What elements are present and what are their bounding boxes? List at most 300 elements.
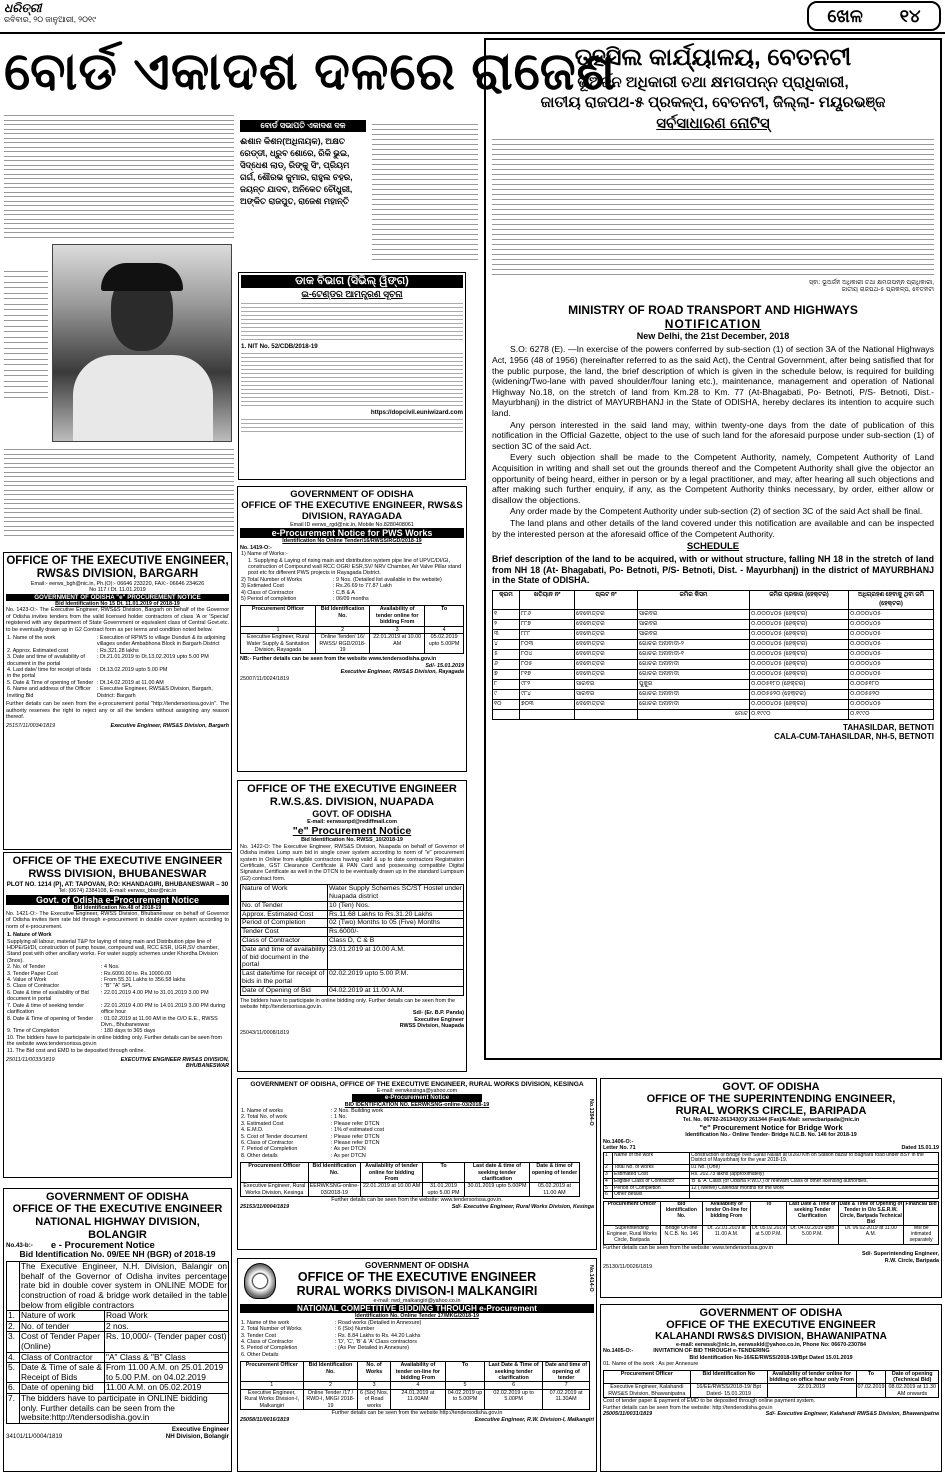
table-cell: Rs. 202.73 lakhs (approximately) — [690, 1172, 939, 1179]
bhubaneswar-phone: Tel: (0674) 2384108, E-mail: eerwss_bbsr@nic.in — [58, 888, 177, 895]
table-cell: 6 — [604, 1192, 613, 1199]
table-cell: Bid Identification No. — [303, 1362, 358, 1382]
table-cell: 02.02.2019 up to 5.00PM — [485, 1389, 543, 1409]
table-cell: : 1 No. — [331, 1114, 347, 1121]
table-row — [241, 919, 464, 928]
table-cell: ଗୋଚର ଅନାବାଦୀ-୨ — [638, 639, 750, 649]
bolangir-sign2: NH Division, Bolangir — [165, 1432, 229, 1440]
table-cell: Name of the work — [613, 1152, 690, 1165]
table-cell: Bridge On-line N.C.B. No. 146 — [660, 1226, 702, 1244]
table-cell: Dt. 05.02.2019 at 5.00 P.M. — [751, 1226, 787, 1244]
kalahandi-item1: 01. Name of the work : As per Annexure — [603, 1361, 699, 1368]
table-cell: ୮୦୫ — [520, 659, 575, 669]
table-cell: : Rs.26.69 to 77.87 Lakh — [333, 583, 392, 590]
table-cell: ୦.୦୦୦୪୦୫ (ହେକ୍ଟର) — [750, 669, 849, 679]
table-cell: ଦେବୋତ୍ତର — [575, 639, 638, 649]
table-row — [493, 590, 934, 609]
table-cell: 5) Period of completion — [241, 596, 297, 603]
dak-vibhag-notice: ଡାକ ବିଭାଗ (ସିଭିଲ୍ ୱିଙ୍ଗ) ଇ-ଟେଣ୍ଡର ଆମନ୍ତ୍ରଣ ସୂଚନା 1. NIT No. 52/CDB/2018-19 https://dopcivil.euniwizard.com — [238, 272, 466, 480]
col-khatiyan: ଖତିୟାନ ନଂ — [520, 590, 575, 609]
table-cell: Financial Bid — [904, 1202, 939, 1226]
bolangir-notice — [3, 1188, 232, 1472]
odisha-emblem-icon — [244, 1263, 276, 1299]
table-cell: : Please refer DTCN — [331, 1120, 380, 1127]
table-cell: Availability of tender online for bidding From — [370, 606, 425, 626]
table-cell: ୮୦୩ — [520, 639, 575, 649]
table-cell: Dt. 22.01.2019 at 11.00 A.M. — [702, 1226, 750, 1244]
table-cell: ୦.୦୦୦୪୦୫ (ହେକ୍ଟର) — [750, 649, 849, 659]
table-cell: ସାରବର — [575, 679, 638, 689]
table-cell: To — [425, 606, 464, 626]
table-cell: The bidders have to participate in ONLINE bidding only. Further details can be seen from the website:http://tendersodisha.gov.in — [20, 1393, 229, 1423]
table-cell: ୦.୦୦୦୪୦୫ (ହେକ୍ଟର) — [750, 699, 849, 709]
table-row — [241, 626, 464, 633]
table-row — [241, 937, 464, 946]
malkangiri-notice — [237, 1258, 597, 1472]
table-cell: Dt. 04.02.2019 upto 5.00 P.M. — [787, 1226, 838, 1244]
table-cell: : Road works (Detailed in Annexure) — [335, 1319, 422, 1326]
table-cell: Eligible Class of Contractor — [613, 1178, 690, 1185]
table-cell: Rs.11.68 Lakhs to Rs.31.20 Lakhs — [328, 910, 464, 919]
col-plot: ପ୍ଲଟ ନଂ — [575, 590, 638, 609]
table-cell: 7. Period of Completion — [241, 1146, 298, 1153]
table-cell: ୦.୦୦୦୪୦୫ — [849, 699, 934, 709]
baripada-letter: Letter No. 71 — [603, 1145, 636, 1152]
table-cell: 16/EE/RWSS/2018-19/ Bpt Dated- 15.01.2019 — [690, 1384, 767, 1398]
table-cell: 24.01.2019 at 11.00AM — [390, 1389, 445, 1409]
table-cell: : "B" "A" SPL — [101, 983, 133, 990]
table-cell: 2. — [7, 1321, 20, 1332]
table-cell: 1 — [241, 1382, 304, 1389]
table-row — [7, 1383, 229, 1394]
table-cell: Dt. 06.02.2019 at 11.00 A.M. — [838, 1226, 904, 1244]
table-cell: 22.01.2019 — [767, 1384, 856, 1398]
table-cell: Date of opening (Technical Bid) — [886, 1370, 939, 1384]
table-cell: : Please refer DTCN — [331, 1140, 380, 1147]
table-cell: : As per DTCN — [331, 1146, 366, 1153]
table-cell: : Dt.14.02.2019 at 11.00 AM — [97, 679, 164, 686]
table-cell: 4 — [604, 1178, 613, 1185]
kalahandi-title1: OFFICE OF THE EXECUTIVE ENGINEER — [666, 1319, 876, 1331]
malkangiri-gov: GOVERNMENT OF ODISHA — [364, 1261, 469, 1270]
bolangir-notice-label: e - Procurement Notice — [50, 1240, 155, 1251]
table-cell: 2 — [604, 1165, 613, 1172]
table-cell: ୮୧୭ — [520, 669, 575, 679]
table-cell: ୩ — [493, 629, 520, 639]
table-cell: Online Tender /17 / RWD-I, MKG/ 2018-19 — [303, 1389, 358, 1409]
rayagada-email: Email ID eerws_rgd@nic.in, Mobile No.8280408061 — [290, 522, 414, 528]
baripada-idline: Identification No.- Online Tender- Bridge N.C.B. No. 146 for 2018-19 — [685, 1132, 857, 1139]
table-cell: ୦.୦୦୦୪୦୫ (ହେକ୍ଟର) — [750, 629, 849, 639]
table-cell: Date and time of availability of bid document in the portal — [241, 945, 328, 969]
table-cell: 6 — [485, 1382, 543, 1389]
list-item — [6, 635, 229, 648]
table-cell: Class D, C & B — [328, 937, 464, 946]
table-row — [241, 885, 464, 902]
table-row — [604, 1370, 939, 1384]
table-cell: Last Date & Time of seeking tender clarification — [485, 1362, 543, 1382]
table-cell: "A" Class & "B" Class — [105, 1352, 229, 1363]
table-total-row — [493, 709, 934, 719]
table-row — [604, 1202, 939, 1226]
kalahandi-foot2: Further details can be seen from the website: http://tenderodisha.gov.in — [603, 1404, 773, 1411]
land-schedule-table — [492, 590, 934, 720]
table-row — [7, 1363, 229, 1383]
table-cell: ଦେବୋତ୍ତର — [575, 659, 638, 669]
table-cell: 4. Value of Work — [7, 977, 47, 984]
masthead — [0, 0, 945, 32]
table-cell: Availability of tender On-line for bidding From — [702, 1202, 750, 1226]
bargarh-foot: Further details can be seen from the e-procurement portal "http://tendersorissa.gov.in". The authority reserves the right to reject any or all the tenders without assigning any reason thereof. — [6, 701, 229, 720]
table-cell: Other details — [613, 1192, 690, 1199]
tahasil-signature2: ଜାତୀୟ ରାଜପଥ-୫ ପ୍ରକଳ୍ପ, ବେତନଟୀ — [841, 286, 934, 294]
table-cell: No. of Works — [358, 1362, 390, 1382]
kalahandi-title2: KALAHANDI RWS&S DIVISION, BHAWANIPATNA — [655, 1331, 887, 1342]
baripada-sign2: R.W. Circle, Baripada — [884, 1257, 939, 1264]
table-row — [604, 1185, 939, 1192]
table-cell: 6 (Six) Nos. of Road works — [358, 1389, 390, 1409]
table-row — [241, 986, 464, 995]
table-row — [7, 1393, 229, 1423]
table-cell: 6. — [7, 1383, 20, 1394]
player-photo — [52, 244, 232, 442]
malkangiri-title2: RURAL WORKS DIVISON-I MALKANGIRI — [296, 1284, 538, 1298]
table-cell: ୮୮୮ — [520, 629, 575, 639]
kalahandi-no: No.1405-O:- — [603, 1348, 634, 1355]
table-row — [241, 901, 464, 910]
ministry-notification: NOTIFICATION — [664, 317, 762, 332]
schedule-heading: SCHEDULE — [686, 541, 740, 553]
table-cell: 5. — [7, 1363, 20, 1383]
table-cell: 6. Date & time of availability of Bid document in portal — [7, 989, 89, 1003]
tahasil-signature1: ସ୍ବା: ଭୂଅର୍ଜନ ଅଧିକାରୀ ତଥା କ୍ଷମତାପନ୍ନ ପ୍ରାଧିକାରୀ, — [809, 279, 934, 286]
table-cell: ଦେବୋତ୍ତର — [575, 619, 638, 629]
table-cell: : Rs. 8.84 Lakhs to Rs. 44.20 Lakhs — [335, 1332, 421, 1339]
tahasil-notice — [484, 38, 942, 1060]
table-cell: ୦.୦୦୦୪୦୫ — [849, 669, 934, 679]
table-cell: ମୋଟ — [638, 709, 750, 719]
table-cell: Executive Engineer, Kalahandi RWS&S Division, Bhawanipatna — [604, 1384, 691, 1398]
table-cell: ୦.୦୦୦୪୦୫ — [849, 609, 934, 619]
table-cell: ୮୦୪ — [520, 649, 575, 659]
table-cell: Online Tender/ 16/ RWSS/ RGD/2018-19 — [315, 634, 369, 654]
table-cell: 23.01.2019 at 10.00 A.M. — [328, 945, 464, 969]
table-cell: Executive Engineer, Rural Works Division, Kesinga — [241, 1183, 309, 1197]
table-cell: ୨ — [493, 619, 520, 629]
bargarh-sign: Executive Engineer, RWS&S Division, Bargarh — [110, 723, 229, 730]
ministry-p3: Every such objection shall be made to the Competent Authority, namely, Competent Authority of Land Acquisition in writing and shall set out the grounds thereof and the Competent Authority shall give the objector an opportunity of being heard, either in person or by a legal practitioner, and may, after hearing all such objections and after making such further enquiry, if any, as the Competent Authority thinks necessary, by order, either allow or disallow the objections. — [492, 452, 934, 505]
table-cell: ୦.୦୦୦୪୦୫ — [849, 659, 934, 669]
table-row — [493, 629, 934, 639]
ministry-p2: Any person interested in the said land may, within twenty-one days from the date of publication of this notification in the Official Gazette, object to the use of such land for the aforesaid purpose under sub-section (1) of section 3C of the said Act. — [492, 419, 934, 451]
bhubaneswar-intro: No. 1421-O:- The Executive Engineer, RWSS Division, Bhubaneswar on behalf of Governor of Odisha invites item rate bid through e-procurement in double cover system according to norm of e-procurement. — [6, 911, 229, 930]
table-cell: ୪ — [493, 639, 520, 649]
table-cell: Road Work — [105, 1311, 229, 1322]
dak-url[interactable]: https://dopcivil.euniwizard.com — [370, 409, 463, 417]
bargarh-letter: No 117 / Dt. 11.01.2019 — [89, 587, 146, 594]
table-cell — [493, 709, 520, 719]
bargarh-email: Email:- eerws_bgh@nic.in, Ph.(O):- 06646 233220, FAX:- 06646 234626 — [30, 581, 205, 587]
table-cell: 4) Class of Contractor — [241, 589, 294, 596]
table-cell: Rs. 10,000/- (Tender paper cost) — [105, 1332, 229, 1352]
kalahandi-idline: Bid Identification No-16/EE/RWSS/2018-19/Bpt Dated 15.01.2019 — [689, 1354, 853, 1361]
paper-logo: ଧରିତ୍ରୀ — [4, 1, 42, 15]
table-row — [241, 1362, 590, 1382]
table-cell: 4 — [425, 626, 464, 633]
malkangiri-foot: Further details can be seen from the website http://tendersodisha.gov.in — [331, 1410, 503, 1417]
table-cell: 3) Estimated Cost — [241, 583, 284, 590]
list-item — [240, 1153, 440, 1159]
table-cell: Availability of tender online for bidding on office hour only From — [767, 1370, 856, 1384]
table-cell: : 4 Nos. — [101, 964, 120, 971]
table-cell — [7, 1262, 20, 1311]
table-cell: : 'D', 'C', 'B' & 'A' Class contractors — [335, 1339, 417, 1346]
table-cell: 5 — [446, 1382, 485, 1389]
table-cell: Class of Contractor — [241, 937, 328, 946]
baripada-title1: OFFICE OF THE SUPERINTENDING ENGINEER, — [646, 1093, 896, 1105]
section-name: ଖେଳ — [827, 5, 863, 26]
table-cell: Last date & time of seeking tender clarification — [464, 1163, 529, 1183]
dak-nit: NIT No. 52/CDB/2018-19 — [247, 343, 318, 350]
table-row — [604, 1226, 939, 1244]
table-cell: 5. Date & Time of opening of Tender — [7, 679, 94, 686]
table-cell: 2. Total No. of work — [241, 1114, 288, 1121]
table-cell: 1. Nature of Work — [7, 932, 52, 939]
table-cell: : Execution of RPWS to village Dunduri & its adjoining villages under Ambabhona Block in Bargarh District — [97, 635, 226, 648]
malkangiri-bar: NATIONAL COMPETITIVE BIDDING THROUGH e-Procurement — [240, 1304, 594, 1313]
table-cell: ୦.୦୦୫୫୨୦ (ହେକ୍ଟର) — [750, 689, 849, 699]
table-row — [604, 1165, 939, 1172]
table-row — [7, 1352, 229, 1363]
table-cell: Estimated Cost — [613, 1172, 690, 1179]
table-row — [241, 910, 464, 919]
col-area: ଜମିର ପ୍ରକାର (ହେକ୍ଟର) — [750, 590, 849, 609]
table-cell: Last Date & Time of seeking Tender Clarification — [787, 1202, 838, 1226]
table-cell: 11.00 A.M. on 05.02.2019 — [105, 1383, 229, 1394]
table-cell — [690, 1192, 939, 1199]
bhubaneswar-sign: EXECUTIVE ENGINEER RWS&S DIVISION, BHUBANESWAR — [120, 1056, 229, 1070]
nuapada-gov: GOVT. OF ODISHA — [312, 809, 392, 819]
kalahandi-foot1: Cost of tender paper & payment of EMD to be deposited through online payment system. — [603, 1398, 816, 1405]
ministry-dateline: New Delhi, the 21st December, 2018 — [636, 331, 790, 342]
ministry-sign2: CALA-CUM-TAHASILDAR, NH-5, BETNOTI — [774, 731, 934, 741]
list-item — [6, 654, 229, 667]
nuapada-email: E-mail: eerwssnpd@rediffmail.com — [307, 819, 397, 825]
table-cell: ଦେବୋତ୍ତର — [575, 629, 638, 639]
table-cell: 1. Supplying & Laying of rising main and distribution system pipe line of UPVC/DI/GI, construction of Compound wall RCC OGR/ ESR,SV/ NRV Chamber, Air Valve Pillar stand post etc for different PWS projects in Rayagada District. — [248, 557, 462, 577]
table-cell: ଗୋଚର ଅନାବାଦୀ — [638, 699, 750, 709]
table-cell: : Rs.6000.00 to. Rs.10000.00 — [101, 970, 172, 977]
table-cell: ୭୦୩ — [520, 699, 575, 709]
table-row — [493, 609, 934, 619]
table-row — [7, 1321, 229, 1332]
col-acquire: ଅଧିଗ୍ରହଣ ହେବାକୁ ଥିବା ଜମି (ହେକ୍ଟର) — [849, 590, 934, 609]
table-cell: 22.01.2019 at 10.00 AM — [370, 634, 425, 654]
table-cell: Last date/time for receipt of bids in the portal — [241, 970, 328, 987]
table-cell: ୮୮୬ — [520, 609, 575, 619]
table-row — [241, 606, 464, 626]
table-cell: 3 — [604, 1172, 613, 1179]
table-cell: : 180 days to 365 days — [101, 1028, 156, 1035]
table-cell: The Executive Engineer, N.H. Division, Balangir on behalf of the Governor of Odisha invites percentage rate bid in double cover system in ONLINE MODE for construction of road & bridge work detailed in the table below from eligible contractors — [21, 1261, 227, 1310]
tahasil-subtitle1: ଭୂଅର୍ଜନ ଅଧିକାରୀ ତଥା କ୍ଷମତାପନ୍ନ ପ୍ରାଧିକାରୀ, — [577, 74, 849, 91]
table-cell: 04.02.2019 at 11.00 A.M. — [328, 986, 464, 995]
table-cell: 1. — [7, 1311, 20, 1322]
list-item — [6, 939, 229, 965]
table-row — [493, 639, 934, 649]
table-cell: 1 — [241, 626, 316, 633]
kesinga-email: E-mail: eerwkesinga@yahoo.com — [376, 1088, 458, 1094]
table-cell: : Dt.21.01.2019 to Dt.13.02.2019 upto 5.00 PM — [97, 654, 209, 661]
article-body-col3 — [372, 120, 478, 270]
baripada-sign1: Sd/- Superintending Engineer, — [862, 1251, 939, 1258]
table-cell: Executive Engineer, Rural Works Division-I, Malkangiri — [241, 1389, 304, 1409]
bolangir-intro-row — [7, 1262, 229, 1311]
table-cell: 2 — [315, 626, 369, 633]
table-cell: ସାରବର — [575, 689, 638, 699]
bolangir-gov: GOVERNMENT OF ODISHA — [45, 1191, 189, 1203]
table-cell: : Please refer DTCN — [331, 1133, 380, 1140]
table-cell: : As per DTCN — [331, 1152, 366, 1159]
table-row — [241, 1183, 580, 1197]
table-cell: 1. Name of the work — [241, 1319, 290, 1326]
rayagada-code: 25007/11/0024/1819 — [240, 675, 290, 682]
table-cell: No. of tender — [20, 1321, 105, 1332]
table-cell: ୯୮୪ — [520, 689, 575, 699]
article-body-bottom — [4, 446, 234, 546]
malkangiri-email: e-mail: rwd_malkangiri@yahoo.co.in — [373, 1298, 461, 1304]
table-cell: ଗୋଚର ଅନାବାଦୀ — [638, 689, 750, 699]
baripada-no: No.1406-O:- — [603, 1138, 634, 1145]
table-cell: : 6 (Six) Number — [335, 1326, 375, 1333]
table-row — [604, 1384, 939, 1398]
table-cell: 3. Tender Cost — [241, 1332, 276, 1339]
ministry-sign1: TAHASILDAR, BETNOTI — [843, 722, 934, 732]
table-cell: 3 — [358, 1382, 390, 1389]
nuapada-notice-label: "e" Procurement Notice — [292, 825, 412, 838]
table-cell: 9. Time of Completion — [7, 1028, 60, 1035]
nuapada-sign2: RWSS Division, Nuapada — [399, 1023, 464, 1030]
table-cell: 1. Name of the work — [7, 635, 56, 642]
table-cell: Bid Identification No. — [308, 1163, 360, 1183]
table-cell: 04.02.2019 up to 5.00PM — [446, 1389, 485, 1409]
table-cell: ୦.୦୦୦୪୦୫ — [849, 629, 934, 639]
kalahandi-email: e-mail: eerwssk@nic.in, eerwsskld@yahoo.co.in, Phone No: 06670-230784 — [676, 1342, 866, 1348]
table-row — [7, 1311, 229, 1322]
kalahandi-notice — [600, 1304, 942, 1472]
table-cell: 5. Class of Contractor — [7, 983, 60, 990]
table-cell: Availability of tender on-line for bidding From — [390, 1362, 445, 1382]
table-cell: 7. — [7, 1393, 20, 1423]
table-row — [493, 659, 934, 669]
table-cell: : 9 Nos. (Detailed list available in the website) — [333, 576, 442, 583]
kesinga-foot: Further details can be seen from the website: www.tendersorissa.gov.in. — [331, 1197, 503, 1204]
table-cell: Date & Time of sale & Receipt of Bids — [20, 1363, 105, 1383]
table-cell: 2. No. of Tender — [7, 964, 46, 971]
table-cell: 3. Date and time of availability of document in the portal — [7, 654, 85, 667]
table-cell: ଦେବୋତ୍ତର — [575, 649, 638, 659]
dak-subtitle: ଇ-ଟେଣ୍ଡର ଆମନ୍ତ୍ରଣ ସୂଚନା — [301, 289, 403, 299]
nuapada-foot: The bidders have to participate in online bidding only. Further details can be seen from the website http://tendersorissa.gov.in. — [240, 997, 456, 1011]
table-cell: EERWKSNG-online- 03/2018-19 — [309, 1183, 360, 1196]
table-cell: ଦେବୋତ୍ତର — [575, 609, 638, 619]
bargarh-intro: No. 1423-O:- The Executive Engineer, RWS&S Division, Bargarh on behalf of the Governor of Odisha invites tenders from the valid licensed holder contractors of class 'A or 'Special' registered with any department of State Government or equivalent class of Central Govt.etc. to be eventually drawn up in G2 Contract form as per terms and condition noted below. — [6, 607, 229, 633]
date-line: ରବିବାର, ୨୦ ଜାନୁଆରୀ, ୨୦୧୯ — [4, 15, 97, 24]
bolangir-no: No.43-b:- — [6, 1242, 33, 1249]
list-item — [6, 686, 229, 699]
table-cell: 3 — [370, 626, 425, 633]
rayagada-sd: Sd/- 15.01.2019 — [425, 662, 464, 669]
table-cell: ୧୦ — [493, 699, 520, 709]
kesinga-bar: e-Procurement Notice — [352, 1094, 482, 1101]
rayagada-no: No. 1419-O:- — [240, 544, 272, 551]
list-item — [240, 1352, 490, 1358]
table-cell: 11. The Bid cost and EMD to be deposited through online. — [7, 1047, 145, 1054]
rayagada-idline: Identification No Online Tender/16/RWSS/RGD/2018-19 — [282, 538, 422, 545]
schedule-description: Brief description of the land to be acquired, with or without structure, falling NH 18 in the stretch of land from NH 18 (At- Bhagabati, Po- Betnoti, P/S- Betnoti, Dist. - Mayurbhanj) in the district of MAYURBHANJ in the State of ODISHA. — [492, 554, 934, 586]
kesinga-title: GOVERNMENT OF ODISHA, OFFICE OF THE EXECUTIVE ENGINEER, RURAL WORKS DIVISION, KESINGA — [250, 1081, 584, 1088]
kalahandi-gov: GOVERNMENT OF ODISHA — [699, 1307, 843, 1319]
table-cell — [334, 1352, 490, 1358]
bolangir-bid: Bid Identification No. 09/EE NH (BGR) of 2018-19 — [19, 1249, 216, 1260]
table-cell: 05.02.2019 upto 5.00PM — [425, 634, 464, 654]
ministry-title: MINISTRY OF ROAD TRANSPORT AND HIGHWAYS — [568, 303, 858, 318]
nuapada-bid: Bid Identification No. RWSS_10/2018-19 — [301, 837, 403, 844]
table-cell: Cost of Tender Paper (Online) — [20, 1332, 105, 1352]
table-cell: Period of Completion — [613, 1185, 690, 1192]
table-cell: : (As Per Detailed in Annexure) — [335, 1345, 410, 1352]
bhubaneswar-title: OFFICE OF THE EXECUTIVE ENGINEER RWSS DIVISION, BHUBANESWAR — [12, 855, 223, 880]
table-cell: ୦.୦୦୦୪୦୫ — [849, 619, 934, 629]
table-cell: ପୁକୁର — [638, 679, 750, 689]
table-cell: 4. Class of Contractor — [241, 1339, 294, 1346]
table-row — [241, 1389, 590, 1409]
table-cell — [575, 709, 638, 719]
rayagada-bar: e-Procurement Notice for PWS Works — [240, 528, 464, 538]
table-cell: 30.01.2019 upto 5.00PM — [464, 1183, 529, 1197]
table-cell: ଦେବୋତ୍ତର — [575, 699, 638, 709]
baripada-title2: RURAL WORKS CIRCLE, BARIPADA — [675, 1105, 867, 1117]
kesinga-side-no: No.1394-O — [588, 1099, 594, 1126]
nuapada-notice — [237, 780, 467, 1072]
table-cell: Procurement Officer — [241, 1362, 304, 1382]
table-row — [493, 669, 934, 679]
table-cell: Construction of Bridge over Sarali Nallah at 0/260 Km on Station bazar to Baghara road under BSY in the District of Mayurbhanj for the year 2018-19. — [690, 1152, 939, 1165]
table-cell: 4. E.M.D. — [241, 1127, 264, 1134]
tahasil-title: ତହସିଲ କାର୍ଯ୍ୟାଳୟ, ବେତନଟୀ — [574, 44, 852, 71]
malkangiri-sign: Executive Engineer, R.W. Division-I, Malkangiri — [474, 1416, 594, 1423]
squad-title: ବୋର୍ଡ ସଭାପତି ଏକାଦଶ ଦଳ — [240, 120, 366, 132]
table-cell: Date of Opening of Bid — [241, 986, 328, 995]
table-cell: 4 — [390, 1382, 445, 1389]
list-item — [240, 558, 464, 577]
table-cell: ୮ — [493, 679, 520, 689]
table-cell: Tender Cost — [241, 928, 328, 937]
table-cell: Date of opening bid — [20, 1383, 105, 1394]
table-cell: : 2 Nos. Building work — [331, 1108, 384, 1115]
rayagada-sign: Executive Engineer, RWS&S Division, Rayagada — [340, 669, 464, 676]
table-cell: 02.02.2019 upto 5.00 P.M. — [328, 970, 464, 987]
table-cell: Procurement Officer — [241, 1163, 309, 1183]
table-cell: Date & time of opening of tender — [529, 1163, 579, 1183]
rayagada-notice — [237, 486, 467, 772]
table-cell: Total No. of works — [613, 1165, 690, 1172]
kalahandi-code: 25005/11/0031/1819 — [603, 1411, 653, 1418]
table-cell: ୧ — [493, 609, 520, 619]
table-cell: 8. Other details — [241, 1152, 278, 1159]
table-cell: ୯୮୨ — [520, 679, 575, 689]
list-item — [6, 667, 229, 680]
